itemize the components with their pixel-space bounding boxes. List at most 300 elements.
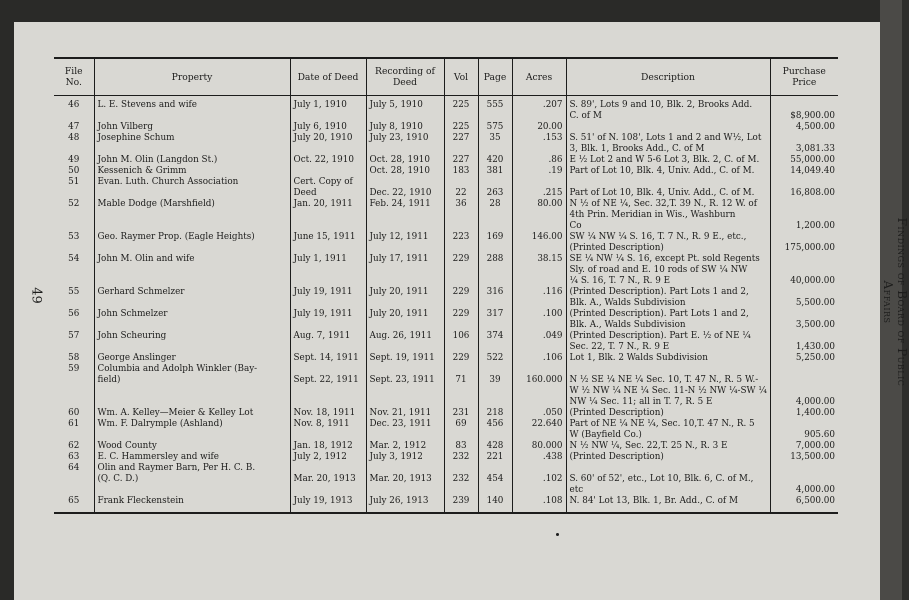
vol-cell: 232 — [444, 474, 478, 485]
vol-cell — [444, 320, 478, 331]
acres-cell: .116 — [512, 287, 566, 298]
vol-cell: 69 — [444, 419, 478, 430]
file-no-cell: 56 — [68, 309, 80, 319]
property-cell: John Schmelzer — [94, 309, 290, 320]
acres-cell: 160.000 — [512, 375, 566, 386]
vol-cell: 106 — [444, 331, 478, 342]
date-of-deed-cell: Nov. 18, 1911 — [290, 408, 366, 419]
date-of-deed-cell: Oct. 22, 1910 — [290, 155, 366, 166]
page-cell: 454 — [478, 474, 512, 485]
acres-cell: .100 — [512, 309, 566, 320]
property-cell — [94, 144, 290, 155]
table-row — [54, 243, 838, 254]
acres-cell — [512, 177, 566, 188]
vol-cell — [444, 386, 478, 397]
purchase-price-cell: 4,500.00 — [770, 122, 838, 133]
acres-cell — [512, 221, 566, 232]
page-cell: 316 — [478, 287, 512, 298]
description-cell: Part of Lot 10, Blk. 4, Univ. Add., C. of M. — [566, 188, 770, 199]
acres-cell — [512, 397, 566, 408]
table-row — [54, 188, 838, 199]
recording-date-cell: Mar. 20, 1913 — [366, 474, 444, 485]
description-cell: Part of Lot 10, Blk. 4, Univ. Add., C. of M. — [566, 166, 770, 177]
purchase-price-cell: 905.60 — [770, 430, 838, 441]
date-of-deed-cell — [290, 111, 366, 122]
file-no-cell — [54, 485, 94, 496]
page-cell: 381 — [478, 166, 512, 177]
vol-cell: 223 — [444, 232, 478, 243]
file-no-cell: 52 — [68, 199, 80, 209]
description-cell: Lot 1, Blk. 2 Walds Subdivision — [566, 353, 770, 364]
deeds-table — [54, 57, 838, 514]
page-cell: 221 — [478, 452, 512, 463]
date-of-deed-cell: Sept. 14, 1911 — [290, 353, 366, 364]
acres-cell: .438 — [512, 452, 566, 463]
description-cell: E ½ Lot 2 and W 5-6 Lot 3, Blk. 2, C. of M. — [566, 155, 770, 166]
recording-date-cell: July 17, 1911 — [366, 254, 444, 265]
acres-cell: 80.000 — [512, 441, 566, 452]
page-cell: 39 — [478, 375, 512, 386]
property-cell — [94, 430, 290, 441]
recording-date-cell — [366, 276, 444, 287]
table-row — [54, 441, 838, 452]
table-row — [54, 111, 838, 122]
table-row — [54, 408, 838, 419]
page-cell — [478, 320, 512, 331]
property-cell — [94, 243, 290, 254]
table-row — [54, 210, 838, 221]
acres-cell — [512, 463, 566, 474]
purchase-price-cell: 4,000.00 — [770, 397, 838, 408]
file-no-cell: 61 — [68, 419, 80, 429]
purchase-price-cell — [770, 287, 838, 298]
vol-cell — [444, 342, 478, 353]
page-cell — [478, 265, 512, 276]
description-cell: N. 84' Lot 13, Blk. 1, Br. Add., C. of M — [566, 496, 770, 513]
file-no-cell — [54, 320, 94, 331]
vol-cell: 231 — [444, 408, 478, 419]
date-of-deed-cell — [290, 386, 366, 397]
scan-border-left — [0, 0, 14, 600]
scan-border-top — [0, 0, 902, 22]
vol-cell — [444, 265, 478, 276]
description-cell: (Printed Description) — [566, 408, 770, 419]
acres-cell: .215 — [512, 188, 566, 199]
vol-cell — [444, 298, 478, 309]
table-row — [54, 177, 838, 188]
vol-cell: 239 — [444, 496, 478, 513]
property-cell: Olin and Raymer Barn, Per H. C. B. — [94, 463, 290, 474]
acres-cell — [512, 386, 566, 397]
page-cell — [478, 111, 512, 122]
acres-cell: .19 — [512, 166, 566, 177]
purchase-price-cell: 175,000.00 — [770, 243, 838, 254]
purchase-price-cell — [770, 419, 838, 430]
acres-cell: .102 — [512, 474, 566, 485]
vol-cell — [444, 210, 478, 221]
property-cell: Wm. A. Kelley—Meier & Kelley Lot — [94, 408, 290, 419]
file-no-cell — [54, 221, 94, 232]
recording-date-cell — [366, 298, 444, 309]
file-no-cell: 53 — [68, 232, 80, 242]
page-cell — [478, 485, 512, 496]
recording-date-cell: Oct. 28, 1910 — [366, 155, 444, 166]
page-cell — [478, 276, 512, 287]
file-no-cell: 64 — [68, 463, 80, 473]
property-cell — [94, 276, 290, 287]
page-cell — [478, 386, 512, 397]
recording-date-cell — [366, 485, 444, 496]
description-cell: SW ¼ NW ¼ S. 16, T. 7 N., R. 9 E., etc., — [566, 232, 770, 243]
recording-date-cell: July 20, 1911 — [366, 309, 444, 320]
description-cell: (Printed Description) — [566, 452, 770, 463]
page-cell: 28 — [478, 199, 512, 210]
acres-cell: 22.640 — [512, 419, 566, 430]
description-cell: Blk. A., Walds Subdivision — [566, 298, 770, 309]
description-cell: N ½ SE ¼ NE ¼ Sec. 10, T. 47 N., R. 5 W.- — [566, 375, 770, 386]
header-page: Page — [478, 58, 512, 96]
purchase-price-cell — [770, 474, 838, 485]
property-cell — [94, 221, 290, 232]
purchase-price-cell: 16,808.00 — [770, 188, 838, 199]
purchase-price-cell: 3,500.00 — [770, 320, 838, 331]
description-cell: (Printed Description). Part Lots 1 and 2, — [566, 309, 770, 320]
purchase-price-cell — [770, 364, 838, 375]
description-cell: C. of M — [566, 111, 770, 122]
table-row — [54, 331, 838, 342]
date-of-deed-cell: June 15, 1911 — [290, 232, 366, 243]
description-cell — [566, 122, 770, 133]
acres-cell — [512, 111, 566, 122]
file-no-cell: 65 — [54, 496, 94, 513]
file-no-cell: 55 — [68, 287, 80, 297]
acres-cell: 20.00 — [512, 122, 566, 133]
property-cell: Frank Fleckenstein — [94, 496, 290, 513]
purchase-price-cell: 55,000.00 — [770, 155, 838, 166]
recording-date-cell: Dec. 23, 1911 — [366, 419, 444, 430]
vol-cell: 225 — [444, 122, 478, 133]
property-cell: Wood County — [94, 441, 290, 452]
description-cell: ¼ S. 16, T. 7 N., R. 9 E — [566, 276, 770, 287]
table-row — [54, 199, 838, 210]
table-row — [54, 463, 838, 474]
file-no-cell: 50 — [68, 166, 80, 176]
table-row — [54, 419, 838, 430]
recording-date-cell — [366, 397, 444, 408]
vol-cell — [444, 430, 478, 441]
acres-cell — [512, 210, 566, 221]
recording-date-cell: July 26, 1913 — [366, 496, 444, 513]
vol-cell — [444, 243, 478, 254]
page-cell — [478, 177, 512, 188]
purchase-price-cell: 1,400.00 — [770, 408, 838, 419]
vol-cell: 71 — [444, 375, 478, 386]
file-no-cell — [54, 474, 94, 485]
table-row — [54, 386, 838, 397]
recording-date-cell: Oct. 28, 1910 — [366, 166, 444, 177]
description-cell: SE ¼ NW ¼ S. 16, except Pt. sold Regents — [566, 254, 770, 265]
table-row — [54, 430, 838, 441]
table-row — [54, 144, 838, 155]
recording-date-cell: July 12, 1911 — [366, 232, 444, 243]
property-cell: Evan. Luth. Church Association — [94, 177, 290, 188]
purchase-price-cell: 1,430.00 — [770, 342, 838, 353]
file-no-cell — [54, 265, 94, 276]
page-number: 49 — [28, 287, 44, 304]
file-no-cell — [54, 243, 94, 254]
recording-date-cell — [366, 243, 444, 254]
description-cell — [566, 364, 770, 375]
page-cell — [478, 221, 512, 232]
description-cell: 4th Prin. Meridian in Wis., Washburn — [566, 210, 770, 221]
purchase-price-cell — [770, 265, 838, 276]
purchase-price-cell: 4,000.00 — [770, 485, 838, 496]
property-cell — [94, 265, 290, 276]
vol-cell — [444, 276, 478, 287]
acres-cell: .86 — [512, 155, 566, 166]
recording-date-cell — [366, 463, 444, 474]
table-row — [54, 364, 838, 375]
page-cell: 374 — [478, 331, 512, 342]
date-of-deed-cell — [290, 430, 366, 441]
table-row — [54, 353, 838, 364]
file-no-cell: 49 — [68, 155, 80, 165]
purchase-price-cell — [770, 232, 838, 243]
acres-cell: .106 — [512, 353, 566, 364]
purchase-price-cell: 5,500.00 — [770, 298, 838, 309]
page-cell — [478, 210, 512, 221]
header-acres: Acres — [512, 58, 566, 96]
acres-cell — [512, 364, 566, 375]
vol-cell: 227 — [444, 155, 478, 166]
file-no-cell: 62 — [68, 441, 80, 451]
vol-cell: 225 — [444, 96, 478, 112]
vol-cell: 229 — [444, 353, 478, 364]
header-vol: Vol — [444, 58, 478, 96]
property-cell: John Scheuring — [94, 331, 290, 342]
date-of-deed-cell: July 19, 1913 — [290, 496, 366, 513]
date-of-deed-cell — [290, 320, 366, 331]
vol-cell: 227 — [444, 133, 478, 144]
date-of-deed-cell: July 6, 1910 — [290, 122, 366, 133]
recording-date-cell: Sept. 19, 1911 — [366, 353, 444, 364]
date-of-deed-cell: July 2, 1912 — [290, 452, 366, 463]
date-of-deed-cell: Mar. 20, 1913 — [290, 474, 366, 485]
date-of-deed-cell: July 20, 1910 — [290, 133, 366, 144]
table-row — [54, 221, 838, 232]
vol-cell: 232 — [444, 452, 478, 463]
acres-cell — [512, 276, 566, 287]
page-cell: 522 — [478, 353, 512, 364]
property-cell: John Vilberg — [94, 122, 290, 133]
property-cell: Kessenich & Grimm — [94, 166, 290, 177]
recording-date-cell — [366, 210, 444, 221]
description-cell — [566, 463, 770, 474]
date-of-deed-cell: Nov. 8, 1911 — [290, 419, 366, 430]
acres-cell: .153 — [512, 133, 566, 144]
date-of-deed-cell — [290, 364, 366, 375]
purchase-price-cell — [770, 177, 838, 188]
date-of-deed-cell: Sept. 22, 1911 — [290, 375, 366, 386]
purchase-price-cell: 5,250.00 — [770, 353, 838, 364]
acres-cell — [512, 144, 566, 155]
page-cell: 428 — [478, 441, 512, 452]
page-cell: 140 — [478, 496, 512, 513]
vol-cell: 22 — [444, 188, 478, 199]
recording-date-cell — [366, 342, 444, 353]
table-row — [54, 254, 838, 265]
file-no-cell — [54, 188, 94, 199]
date-of-deed-cell: Jan. 18, 1912 — [290, 441, 366, 452]
property-cell: Josephine Schum — [94, 133, 290, 144]
file-no-cell: 58 — [68, 353, 80, 363]
description-cell: Blk. A., Walds Subdivision — [566, 320, 770, 331]
page-cell — [478, 342, 512, 353]
date-of-deed-cell: July 19, 1911 — [290, 309, 366, 320]
description-cell: (Printed Description). Part Lots 1 and 2, — [566, 287, 770, 298]
property-cell: field) — [94, 375, 290, 386]
table-row — [54, 155, 838, 166]
header-recording-of-deed: Recording of Deed — [366, 58, 444, 96]
page-cell: 263 — [478, 188, 512, 199]
acres-cell: .108 — [512, 496, 566, 513]
page-cell: 456 — [478, 419, 512, 430]
purchase-price-cell — [770, 254, 838, 265]
date-of-deed-cell: Deed — [290, 188, 366, 199]
description-cell: N ½ of NE ¼, Sec. 32,T. 39 N., R. 12 W. of — [566, 199, 770, 210]
table-row — [54, 485, 838, 496]
file-no-cell: 51 — [68, 177, 80, 187]
date-of-deed-cell — [290, 144, 366, 155]
description-cell: W (Bayfield Co.) — [566, 430, 770, 441]
table-row — [54, 474, 838, 485]
acres-cell — [512, 320, 566, 331]
recording-date-cell: Aug. 26, 1911 — [366, 331, 444, 342]
file-no-cell: 57 — [68, 331, 80, 341]
recording-date-cell — [366, 177, 444, 188]
file-no-cell — [54, 111, 94, 122]
date-of-deed-cell — [290, 221, 366, 232]
property-cell — [94, 111, 290, 122]
description-cell: (Printed Description) — [566, 243, 770, 254]
vol-cell: 183 — [444, 166, 478, 177]
recording-date-cell: Sept. 23, 1911 — [366, 375, 444, 386]
purchase-price-cell: 1,200.00 — [770, 221, 838, 232]
file-no-cell: 46 — [68, 100, 80, 110]
recording-date-cell — [366, 386, 444, 397]
acres-cell — [512, 298, 566, 309]
page-cell — [478, 364, 512, 375]
file-no-cell — [54, 342, 94, 353]
header-date-of-deed: Date of Deed — [290, 58, 366, 96]
property-cell: (Q. C. D.) — [94, 474, 290, 485]
page-cell — [478, 144, 512, 155]
purchase-price-cell — [770, 331, 838, 342]
file-no-cell — [54, 210, 94, 221]
recording-date-cell — [366, 111, 444, 122]
vol-cell — [444, 177, 478, 188]
property-cell: George Anslinger — [94, 353, 290, 364]
property-cell — [94, 386, 290, 397]
recording-date-cell: July 3, 1912 — [366, 452, 444, 463]
description-cell: Co — [566, 221, 770, 232]
table-header-row — [54, 58, 838, 96]
description-cell: S. 60' of 52', etc., Lot 10, Blk. 6, C. of M., — [566, 474, 770, 485]
page-cell — [478, 243, 512, 254]
description-cell: 3, Blk. 1, Brooks Add., C. of M — [566, 144, 770, 155]
header-purchase-price: Purchase Price — [770, 58, 838, 96]
purchase-price-cell: 40,000.00 — [770, 276, 838, 287]
date-of-deed-cell — [290, 166, 366, 177]
purchase-price-cell — [770, 96, 838, 112]
vol-cell — [444, 111, 478, 122]
date-of-deed-cell — [290, 485, 366, 496]
table-row — [54, 298, 838, 309]
vol-cell: 36 — [444, 199, 478, 210]
description-cell: W ½ NW ¼ NE ¼ Sec. 11-N ½ NW ¼-SW ¼ — [566, 386, 770, 397]
purchase-price-cell: 14,049.40 — [770, 166, 838, 177]
date-of-deed-cell — [290, 210, 366, 221]
acres-cell: .049 — [512, 331, 566, 342]
file-no-cell: 54 — [68, 254, 80, 264]
page-cell: 317 — [478, 309, 512, 320]
property-cell: Geo. Raymer Prop. (Eagle Heights) — [94, 232, 290, 243]
table-row — [54, 265, 838, 276]
recording-date-cell: July 5, 1910 — [366, 96, 444, 112]
description-cell: N ½ NW ¼, Sec. 22,T. 25 N., R. 3 E — [566, 441, 770, 452]
acres-cell: .207 — [512, 96, 566, 112]
property-cell: Mable Dodge (Marshfield) — [94, 199, 290, 210]
vol-cell: 83 — [444, 441, 478, 452]
date-of-deed-cell — [290, 298, 366, 309]
property-cell: John M. Olin (Langdon St.) — [94, 155, 290, 166]
description-cell: etc — [566, 485, 770, 496]
vol-cell: 229 — [444, 309, 478, 320]
table-row — [54, 276, 838, 287]
file-no-cell: 60 — [68, 408, 80, 418]
acres-cell: 80.00 — [512, 199, 566, 210]
property-cell: Wm. F. Dalrymple (Ashland) — [94, 419, 290, 430]
description-cell: Part of NE ¼ NE ¼, Sec. 10,T. 47 N., R. 5 — [566, 419, 770, 430]
recording-date-cell — [366, 265, 444, 276]
vol-cell: 229 — [444, 254, 478, 265]
description-cell: S. 51' of N. 108', Lots 1 and 2 and W½, Lot — [566, 133, 770, 144]
table-row — [54, 375, 838, 386]
property-cell: Columbia and Adolph Winkler (Bay- — [94, 364, 290, 375]
table-row — [54, 397, 838, 408]
property-cell — [94, 320, 290, 331]
purchase-price-cell — [770, 199, 838, 210]
recording-date-cell: July 8, 1910 — [366, 122, 444, 133]
purchase-price-cell — [770, 386, 838, 397]
table-row — [54, 287, 838, 298]
description-cell: Sly. of road and E. 10 rods of SW ¼ NW — [566, 265, 770, 276]
vol-cell: 229 — [444, 287, 478, 298]
recording-date-cell — [366, 221, 444, 232]
file-no-cell — [54, 397, 94, 408]
table-row — [54, 320, 838, 331]
date-of-deed-cell: Cert. Copy of — [290, 177, 366, 188]
purchase-price-cell — [770, 375, 838, 386]
purchase-price-cell — [770, 133, 838, 144]
file-no-cell: 63 — [68, 452, 80, 462]
date-of-deed-cell — [290, 397, 366, 408]
acres-cell: .050 — [512, 408, 566, 419]
table-row — [54, 342, 838, 353]
date-of-deed-cell — [290, 243, 366, 254]
purchase-price-cell: 3,081.33 — [770, 144, 838, 155]
vol-cell — [444, 463, 478, 474]
